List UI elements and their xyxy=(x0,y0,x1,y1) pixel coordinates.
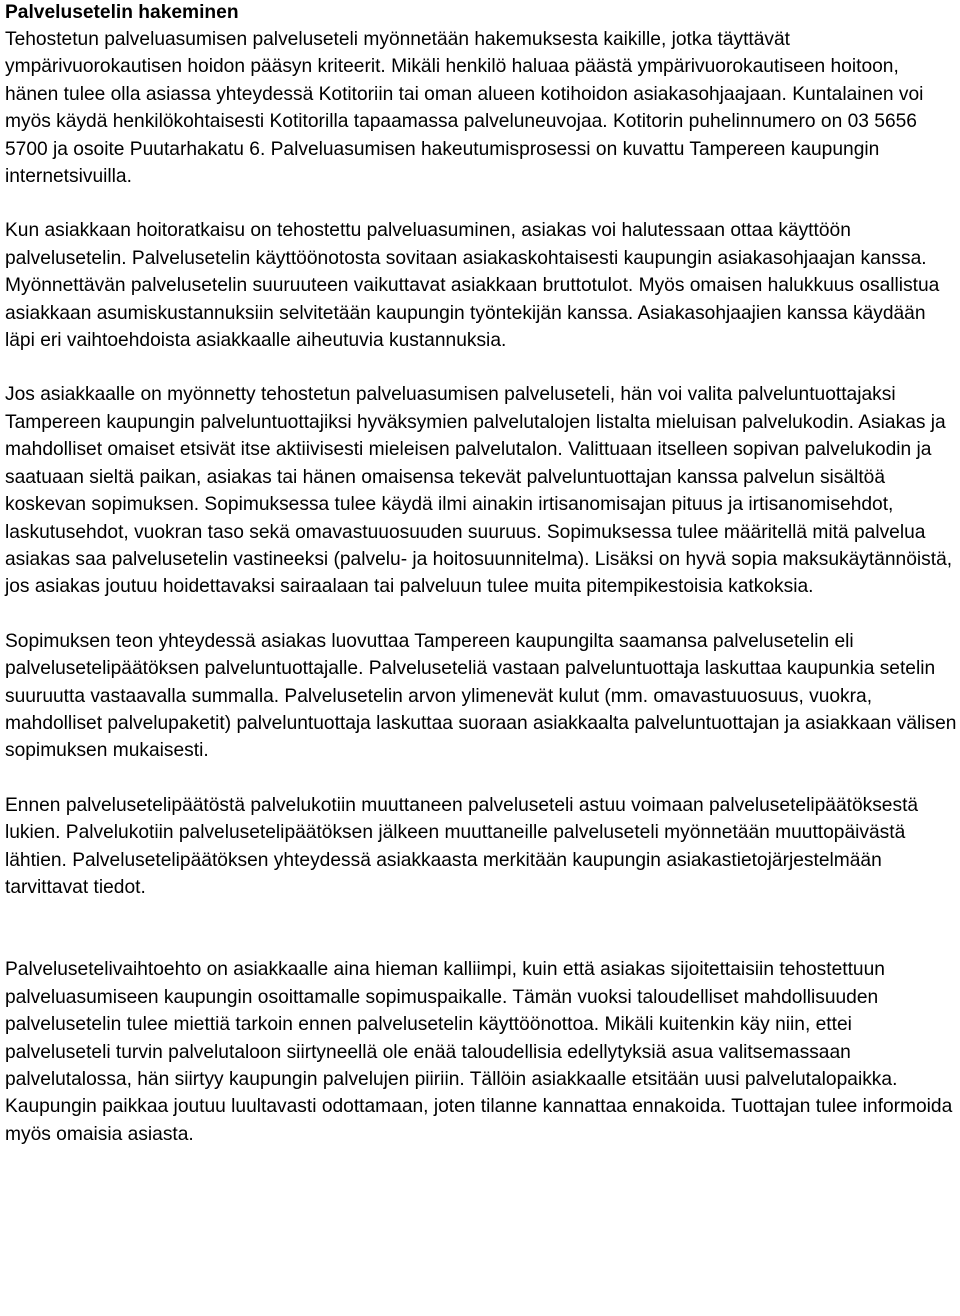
paragraph-gap xyxy=(5,354,957,381)
paragraph-gap xyxy=(5,190,957,217)
paragraph-contract-billing: Sopimuksen teon yhteydessä asiakas luovuttaa Tampereen kaupungilta saamansa palvelusetelin eli palvelusetelipäätöksen palveluntuottajalle. Palveluseteliä vastaan palveluntuottaja laskuttaa kaupunkia setelin suuruutta vastaavalla summalla. Palvelusetelin arvon ylimenevät kulut (mm. omavastuuosuus, vuokra, mahdolliset palvelupaketit) palveluntuottaja laskuttaa suoraan asiakkaalta palveluntuottajan ja asiakkaan välisen sopimuksen mukaisesti. xyxy=(5,630,957,762)
paragraph-gap xyxy=(5,901,957,956)
paragraph-effective-date: Ennen palvelusetelipäätöstä palvelukotiin muuttaneen palveluseteli astuu voimaan palvelusetelipäätöksestä lukien. Palvelukotiin palvelusetelipäätöksen jälkeen muuttaneille palveluseteli myönnetään muuttopäivästä lähtien. Palvelusetelipäätöksen yhteydessä asiakkaasta merkitään kaupungin asiakastietojärjestelmään tarvittavat tiedot. xyxy=(5,794,919,898)
paragraph-costs-warning: Palvelusetelivaihtoehto on asiakkaalle aina hieman kalliimpi, kuin että asiakas sijoitettaisiin tehostettuun palveluasumiseen kaupungin osoittamalle sopimuspaikalle. Tämän vuoksi taloudelliset mahdollisuuden palvelusetelin tulee miettiä tarkoin ennen palvelusetelin käyttöönottoa. Mikäli kuitenkin käy niin, ettei palveluseteli turvin palvelutaloon siirtyneellä ole enää taloudellisia edellytyksiä asua valitsemassaan palvelutalossa, hän siirtyy kaupungin palvelujen piiriin. Tällöin asiakkaalle etsitään uusi palvelutalopaikka. Kaupungin paikkaa joutuu luultavasti odottamaan, joten tilanne kannattaa ennakoida. Tuottajan tulee informoida myös omaisia asiasta. xyxy=(5,959,953,1145)
paragraph-gap xyxy=(5,601,957,628)
paragraph-gap xyxy=(5,765,957,792)
paragraph-choosing-provider: Jos asiakkaalle on myönnetty tehostetun palveluasumisen palveluseteli, hän voi valita palveluntuottajaksi Tampereen kaupungin palveluntuottajiksi hyväksymien palvelutalojen listalta mieluisan palvelukodin. Asiakas ja mahdolliset omaiset etsivät itse aktiivisesti mieleisen palvelutalon. Valittuaan itselleen sopivan palvelukodin ja saatuaan sieltä paikan, asiakas tai hänen omaisensa tekevät palveluntuottajan kanssa palvelun sisältöä koskevan sopimuksen. Sopimuksessa tulee käydä ilmi ainakin irtisanomisajan pituus ja irtisanomisehdot, laskutusehdot, vuokran taso sekä omavastuuosuuden suuruus. Sopimuksessa tulee määritellä mitä palvelua asiakas saa palvelusetelin vastineeksi (palvelu- ja hoitosuunnitelma). Lisäksi on hyvä sopia maksukäytännöistä, jos asiakas joutuu hoidettavaksi sairaalaan tai palveluun tulee muita pitempikestoisia katkoksia. xyxy=(5,384,953,598)
paragraph-voucher-usage: Kun asiakkaan hoitoratkaisu on tehostettu palveluasuminen, asiakas voi halutessaan ottaa käyttöön palvelusetelin. Palvelusetelin käyttöönotosta sovitaan asiakaskohtaisesti kaupungin asiakasohjaajan kanssa. Myönnettävän palvelusetelin suuruuteen vaikuttavat asiakkaan bruttotulot. Myös omaisen halukkuus osallistua asiakkaan asumiskustannuksiin selvitetään kaupungin työntekijän kanssa. Asiakasohjaajien kanssa käydään läpi eri vaihtoehdoista asiakkaalle aiheutuvia kustannuksia. xyxy=(5,220,940,352)
document-page xyxy=(5,0,957,1148)
paragraph-application: Tehostetun palveluasumisen palveluseteli myönnetään hakemuksesta kaikille, jotka täyttävät ympärivuorokautisen hoidon pääsyn kriteerit. Mikäli henkilö haluaa päästä ympärivuorokautiseen hoitoon, hänen tulee olla asiassa yhteydessä Kotitoriin tai oman alueen kotihoidon asiakasohjaajaan. Kuntalainen voi myös käydä henkilökohtaisesti Kotitorilla tapaamassa palveluneuvojaa. Kotitorin puhelinnumero on 03 5656 5700 ja osoite Puutarhakatu 6. Palveluasumisen hakeutumisprosessi on kuvattu Tampereen kaupungin internetsivuilla. xyxy=(5,29,924,188)
document-heading: Palvelusetelin hakeminen xyxy=(5,2,239,23)
